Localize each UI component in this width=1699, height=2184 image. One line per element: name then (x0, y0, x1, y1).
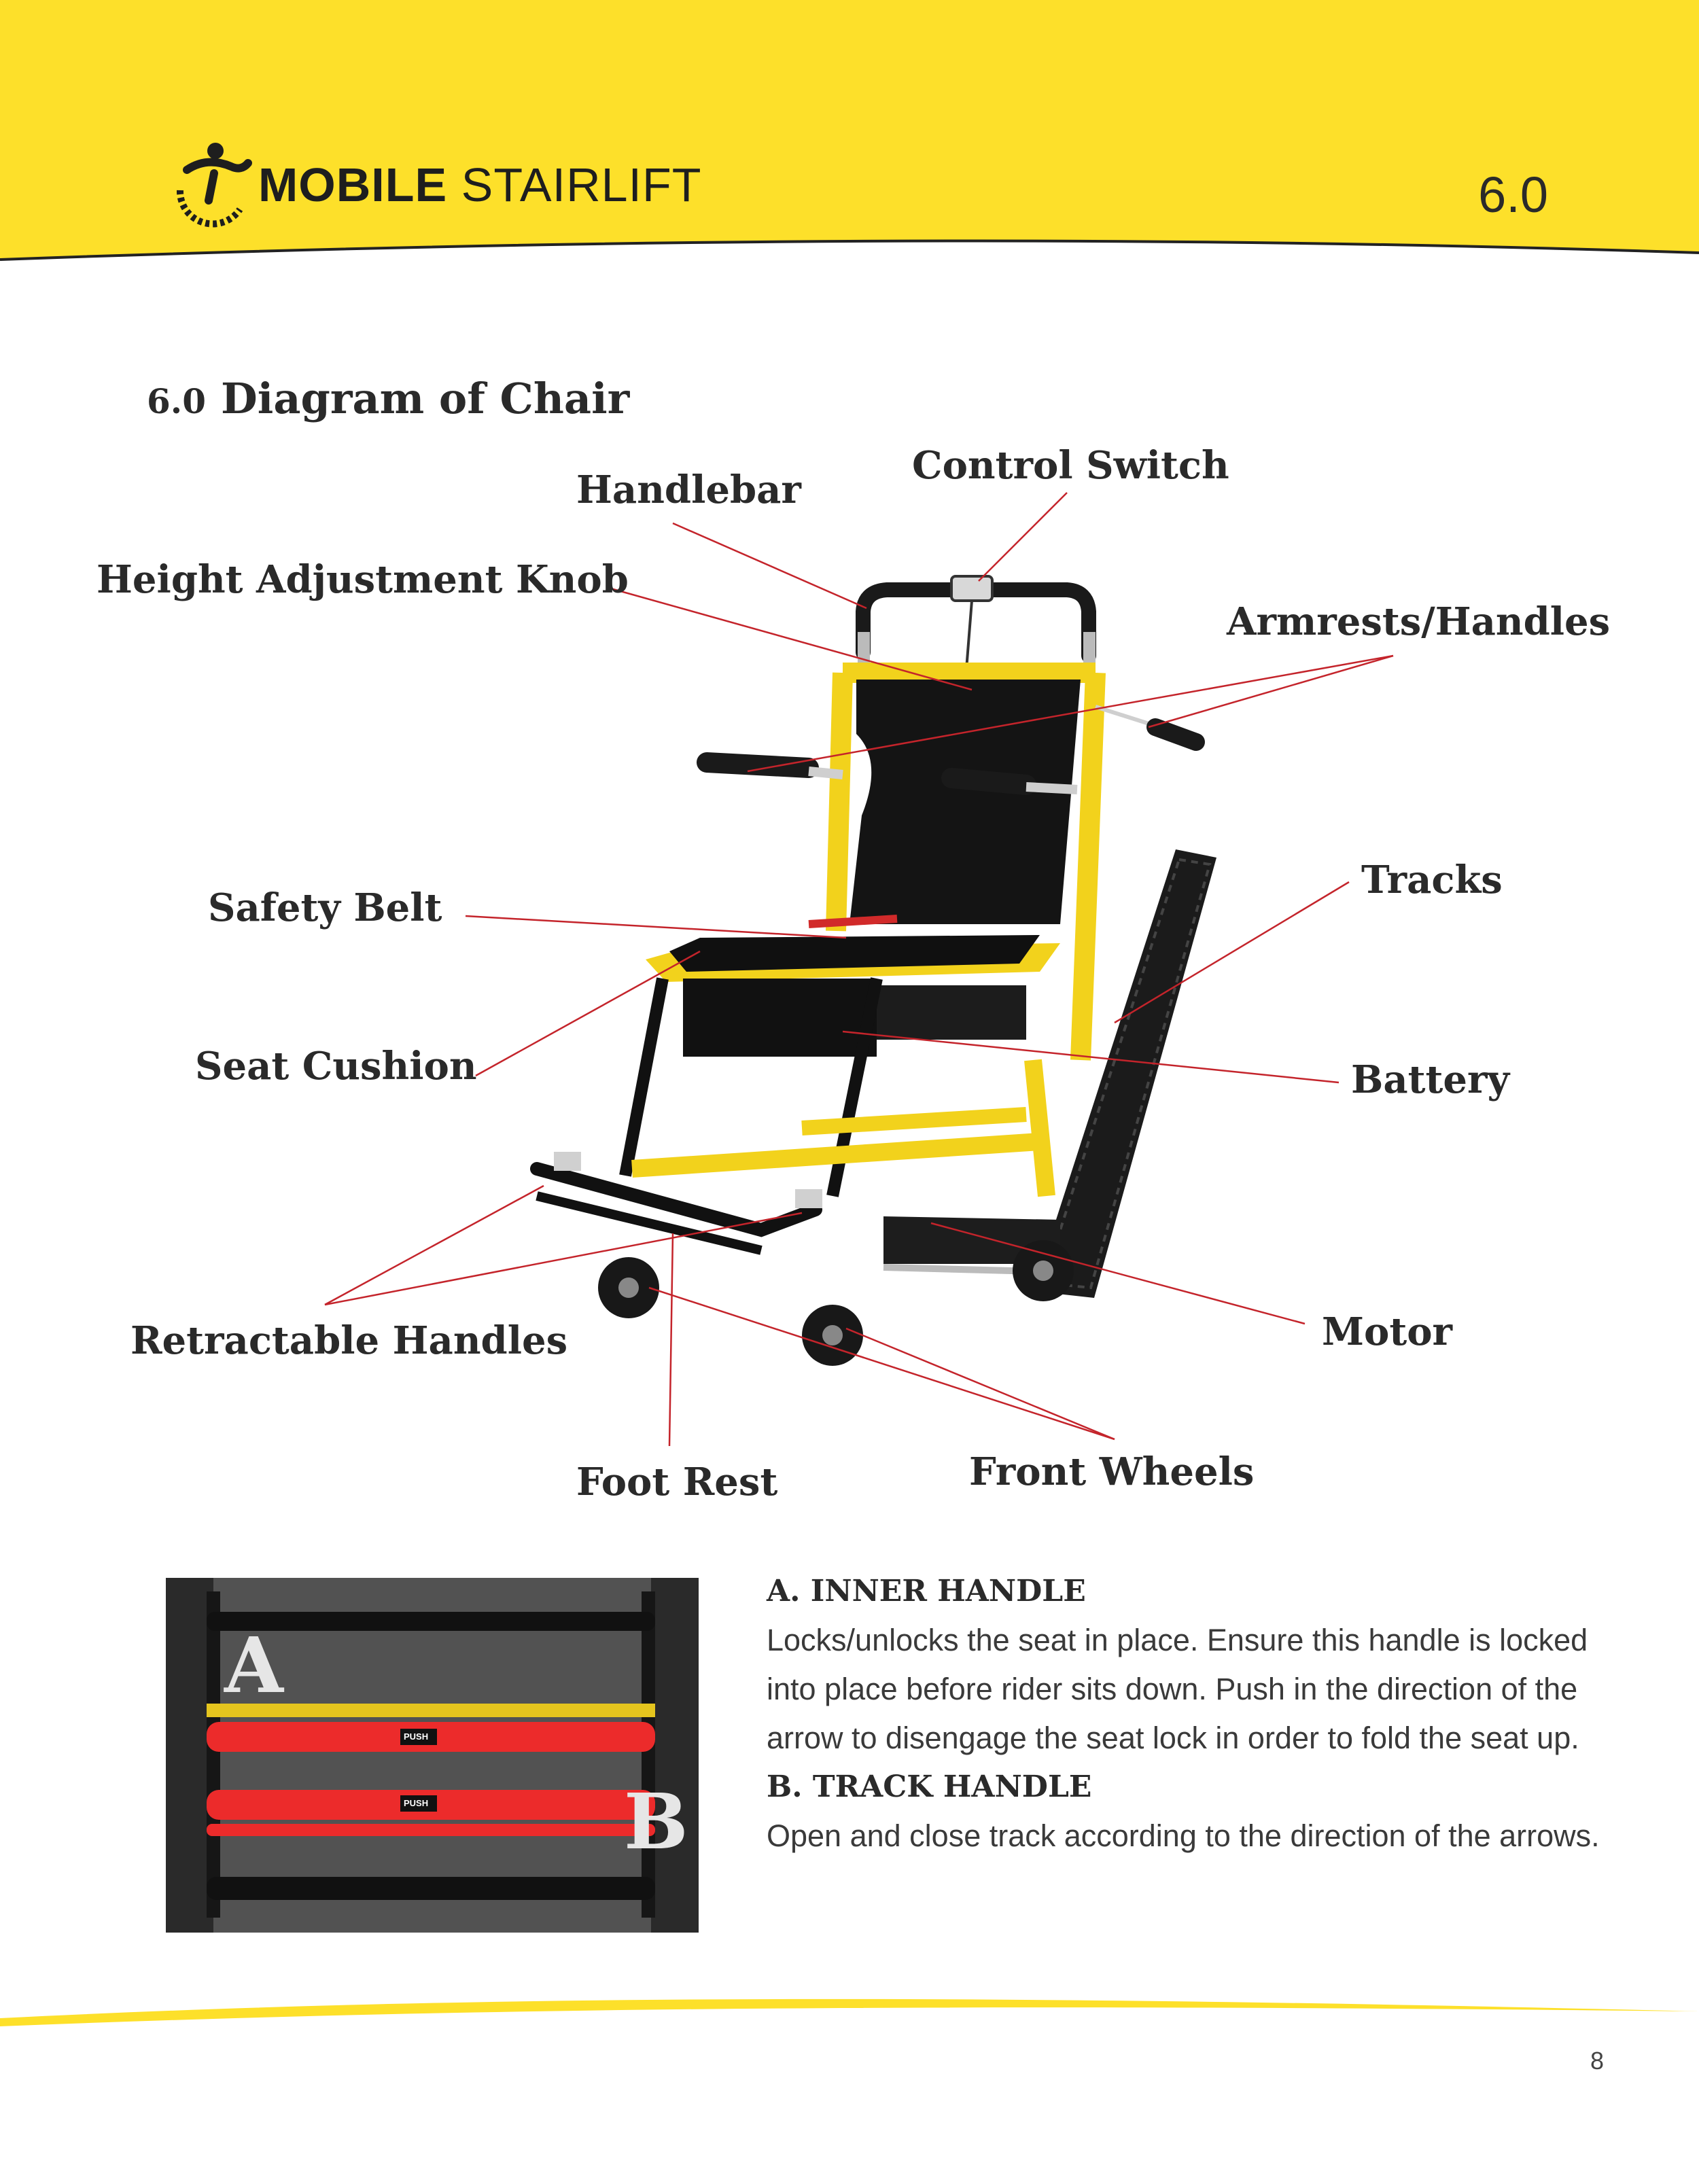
label-control-switch: Control Switch (912, 443, 1229, 488)
chair-illustration (537, 576, 1216, 1366)
photo-marker-a: A (224, 1621, 283, 1710)
heading-number: 6.0 (147, 381, 206, 421)
label-handlebar: Handlebar (576, 468, 801, 512)
label-motor: Motor (1322, 1309, 1453, 1354)
heading-title: Diagram of Chair (221, 374, 630, 423)
label-safety-belt: Safety Belt (208, 885, 442, 930)
track-handle-title: B. TRACK HANDLE (767, 1769, 1092, 1804)
label-battery: Battery (1351, 1057, 1510, 1102)
inner-handle-title: A. INNER HANDLE (767, 1574, 1086, 1608)
label-foot-rest: Foot Rest (576, 1460, 778, 1504)
label-armrests-handles: Armrests/Handles (1227, 599, 1611, 644)
section-number: 6.0 (1478, 166, 1548, 223)
track-handle-body: Open and close track according to the direction of the arrows. (767, 1818, 1600, 1853)
push-label-b: PUSH (404, 1798, 429, 1808)
push-label-a: PUSH (404, 1731, 429, 1742)
label-height-adjustment-knob: Height Adjustment Knob (97, 557, 629, 602)
label-seat-cushion: Seat Cushion (195, 1044, 477, 1089)
label-front-wheels: Front Wheels (969, 1449, 1255, 1494)
page-number: 8 (1590, 2047, 1604, 2075)
handle-descriptions (767, 1567, 1623, 1861)
footer-swoosh (0, 1991, 1699, 2039)
brand-name: MOBILE STAIRLIFT (258, 158, 702, 211)
label-tracks: Tracks (1361, 858, 1503, 902)
photo-marker-b: B (624, 1778, 688, 1867)
inner-handle-body: Locks/unlocks the seat in place. Ensure this handle is locked into place before rider sits down. Push in the direction of the arrow to disengage the seat lock in order to fold the seat up. (767, 1623, 1588, 1755)
label-retractable-handles: Retractable Handles (130, 1318, 568, 1363)
